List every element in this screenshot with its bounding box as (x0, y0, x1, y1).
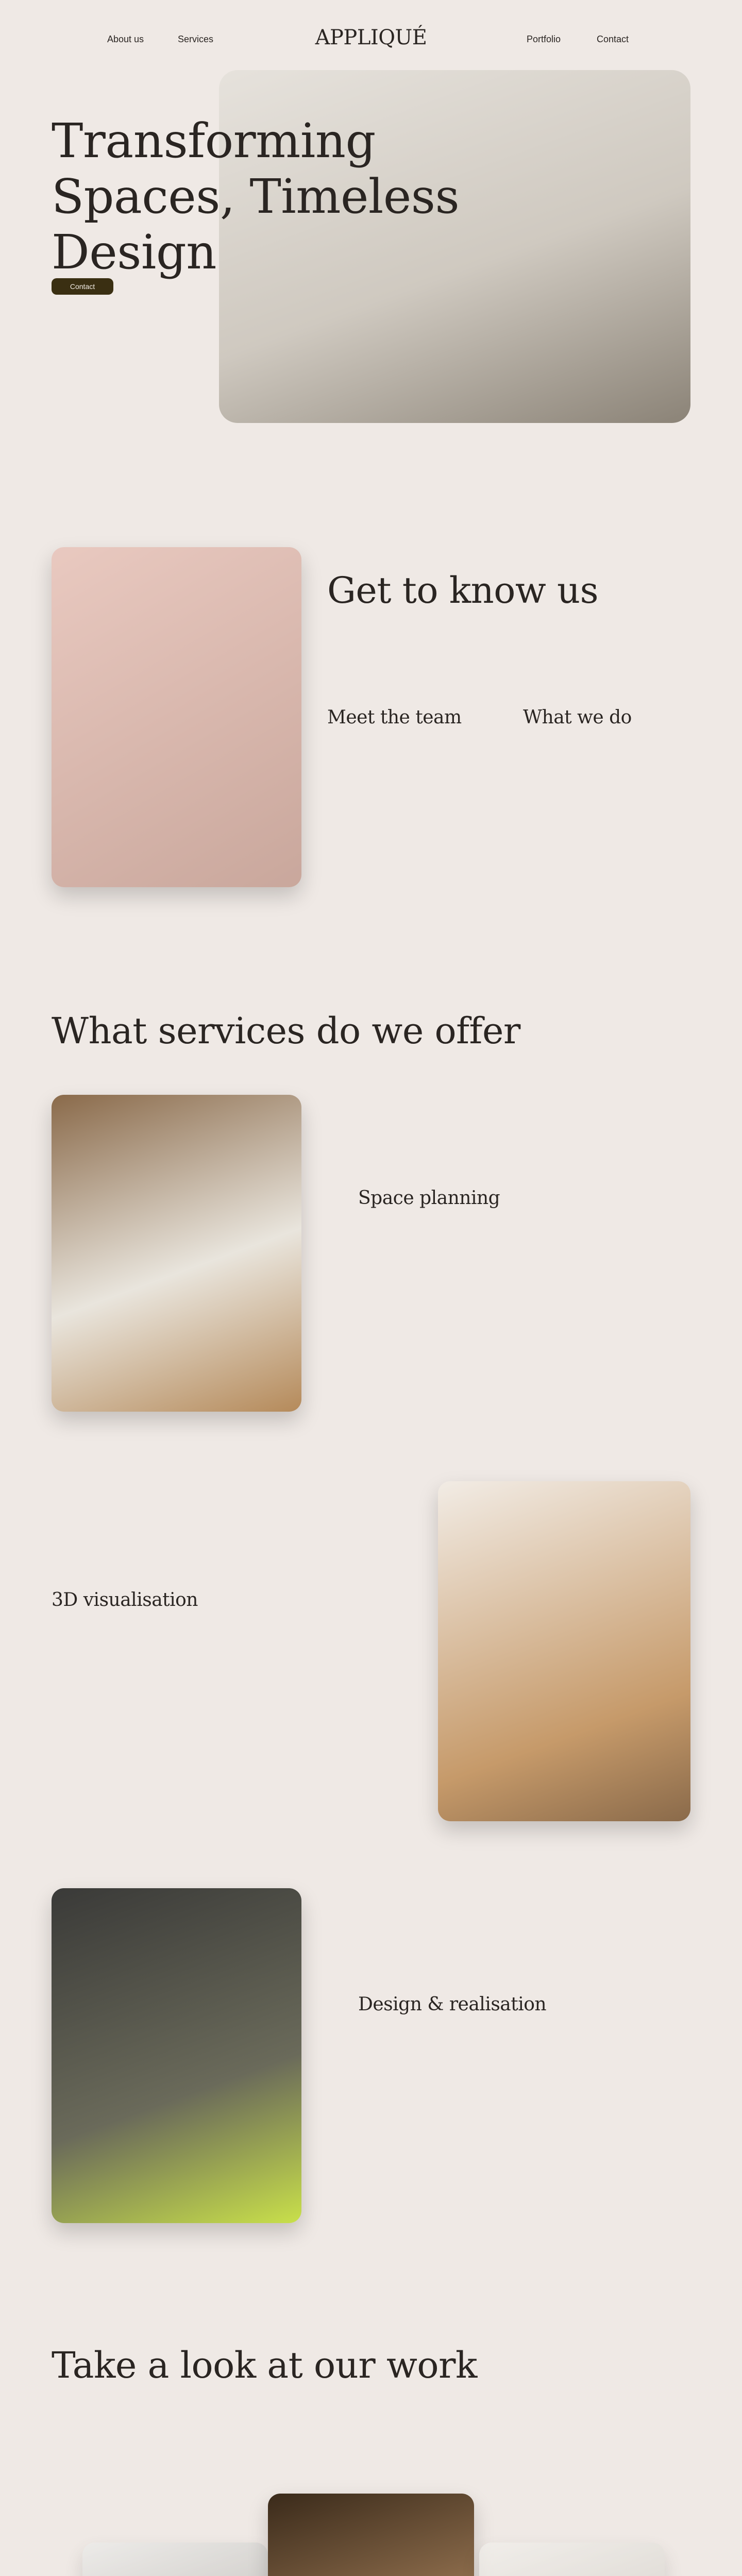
about-image (52, 547, 301, 887)
portfolio-image-3[interactable] (479, 2543, 665, 2576)
space-planning-title: Space planning (358, 1188, 500, 1209)
visualisation-image (438, 1481, 690, 1821)
visualisation-title: 3D visualisation (52, 1589, 198, 1611)
nav-portfolio-link[interactable]: Portfolio (527, 34, 561, 44)
about-title: Get to know us (327, 569, 599, 612)
brand-logo: APPLIQUÉ (315, 26, 427, 49)
realisation-image (52, 1888, 301, 2223)
portfolio-title: Take a look at our work (52, 2344, 477, 2386)
nav-services-link[interactable]: Services (178, 34, 214, 44)
top-navigation (0, 0, 742, 77)
space-planning-image (52, 1095, 301, 1412)
realisation-title: Design & realisation (358, 1994, 547, 2015)
nav-about-link[interactable]: About us (107, 34, 144, 44)
portfolio-image-2[interactable] (268, 2494, 474, 2576)
nav-contact-link[interactable]: Contact (597, 34, 629, 44)
what-we-do-title: What we do (523, 707, 632, 728)
hero-title: Transforming Spaces, Timeless Design (52, 113, 460, 280)
team-title: Meet the team (327, 707, 462, 728)
hero-contact-button[interactable]: Contact (52, 278, 113, 295)
services-title: What services do we offer (52, 1010, 520, 1052)
portfolio-image-1[interactable] (82, 2543, 268, 2576)
